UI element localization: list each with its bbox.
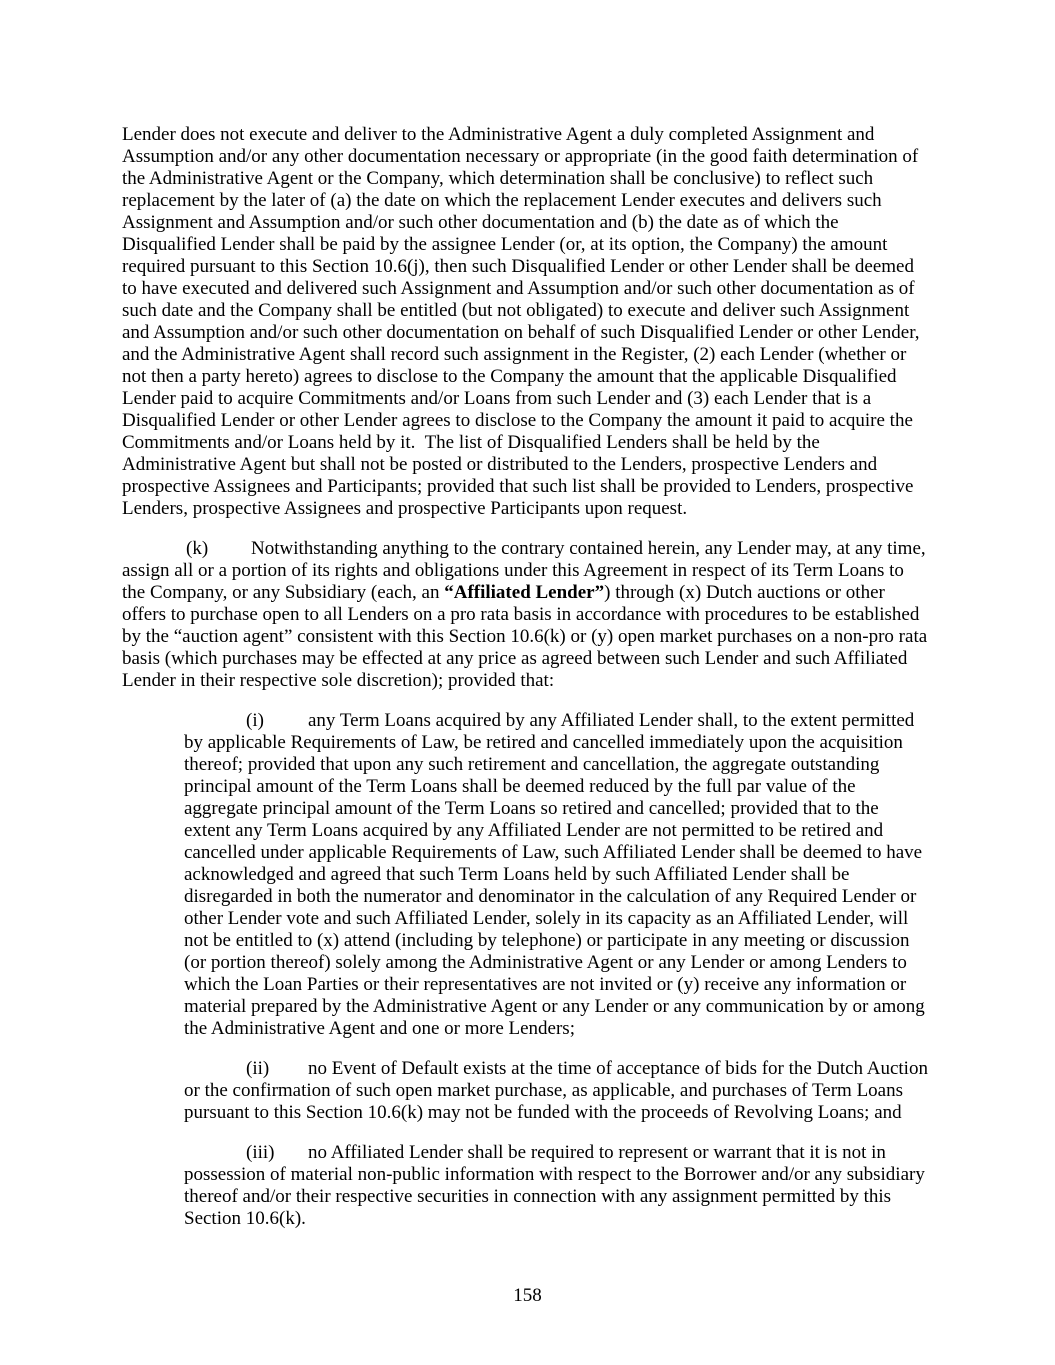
body-text: and the Administrative Agent shall record such assignment in the Register, (2) each Lender (whether or bbox=[122, 344, 907, 365]
body-text: Disqualified Lender or other Lender agrees to disclose to the Company the amount it paid to acquire the bbox=[122, 410, 913, 431]
first-line-indent bbox=[122, 553, 186, 554]
body-text: replacement by the later of (a) the date on which the replacement Lender executes and delivers such bbox=[122, 190, 882, 211]
list-marker: (ii) bbox=[246, 1058, 270, 1079]
body-text: the Administrative Agent or the Company, which determination shall be conclusive) to reflect such bbox=[122, 168, 874, 189]
body-text: the Company, or any Subsidiary (each, an bbox=[122, 582, 445, 603]
body-text: any Term Loans acquired by any Affiliated Lender shall, to the extent permitted bbox=[308, 710, 915, 731]
text-line bbox=[122, 498, 934, 520]
text-line bbox=[122, 410, 934, 432]
text-line bbox=[122, 626, 934, 648]
body-text: pursuant to this Section 10.6(k) may not be funded with the proceeds of Revolving Loans; and bbox=[184, 1102, 902, 1123]
list-marker: (i) bbox=[246, 710, 264, 731]
paragraph-i bbox=[184, 710, 934, 1040]
text-line bbox=[184, 908, 934, 930]
bold-text: “Affiliated Lender” bbox=[444, 582, 605, 603]
first-line-indent bbox=[184, 725, 246, 726]
text-line bbox=[122, 670, 934, 692]
text-line bbox=[184, 864, 934, 886]
body-text: Lender in their respective sole discretion); provided that: bbox=[122, 670, 555, 691]
body-text: ) through (x) Dutch auctions or other bbox=[604, 582, 885, 603]
text-line bbox=[122, 146, 934, 168]
body-text: assign all or a portion of its rights and obligations under this Agreement in respect of its Term Loans to bbox=[122, 560, 904, 581]
text-line bbox=[184, 842, 934, 864]
text-line bbox=[184, 886, 934, 908]
body-text: to have executed and delivered such Assignment and Assumption and/or such other documentation as of bbox=[122, 278, 915, 299]
text-line bbox=[184, 1142, 934, 1164]
text-line bbox=[184, 1186, 934, 1208]
body-text: other Lender vote and such Affiliated Lender, solely in its capacity as an Affiliated Lender, will bbox=[184, 908, 909, 929]
text-line bbox=[122, 234, 934, 256]
body-text: disregarded in both the numerator and denominator in the calculation of any Required Lender or bbox=[184, 886, 917, 907]
body-text: Lender paid to acquire Commitments and/or Loans from such Lender and (3) each Lender that is a bbox=[122, 388, 872, 409]
text-line bbox=[122, 190, 934, 212]
text-line bbox=[122, 648, 934, 670]
text-line bbox=[184, 1018, 934, 1040]
page-number: 158 bbox=[513, 1285, 542, 1306]
text-line bbox=[122, 454, 934, 476]
body-text: possession of material non-public information with respect to the Borrower and/or any subsidiary bbox=[184, 1164, 925, 1185]
text-line bbox=[184, 1102, 934, 1124]
body-text: principal amount of the Term Loans shall be deemed reduced by the full par value of the bbox=[184, 776, 856, 797]
body-text: by the “auction agent” consistent with this Section 10.6(k) or (y) open market purchases on a non-pro rata bbox=[122, 626, 928, 647]
body-text: not then a party hereto) agrees to disclose to the Company the amount that the applicable Disqualified bbox=[122, 366, 897, 387]
body-text: required pursuant to this Section 10.6(j), then such Disqualified Lender or other Lender shall be deemed bbox=[122, 256, 914, 277]
body-text: extent any Term Loans acquired by any Affiliated Lender are not permitted to be retired and bbox=[184, 820, 884, 841]
text-line bbox=[122, 388, 934, 410]
paragraph-iii bbox=[184, 1142, 934, 1230]
text-line bbox=[122, 560, 934, 582]
body-text: acknowledged and agreed that such Term Loans held by such Affiliated Lender shall be bbox=[184, 864, 850, 885]
list-marker: (iii) bbox=[246, 1142, 275, 1163]
body-text: prospective Assignees and Participants; provided that such list shall be provided to Lenders, prospective bbox=[122, 476, 914, 497]
body-text: basis (which purchases may be effected at any price as agreed between such Lender and such Affiliated bbox=[122, 648, 908, 669]
text-line bbox=[184, 1164, 934, 1186]
body-text: aggregate principal amount of the Term Loans so retired and cancelled; provided that to the bbox=[184, 798, 879, 819]
text-line bbox=[122, 278, 934, 300]
body-text: Lender does not execute and deliver to the Administrative Agent a duly completed Assignment and bbox=[122, 124, 875, 145]
body-text: Disqualified Lender shall be paid by the assignee Lender (or, at its option, the Company) the amount bbox=[122, 234, 888, 255]
text-line bbox=[122, 476, 934, 498]
body-text: (or portion thereof) solely among the Administrative Agent or any Lender or among Lenders to bbox=[184, 952, 907, 973]
body-text: Assignment and Assumption and/or such other documentation and (b) the date as of which the bbox=[122, 212, 839, 233]
text-line bbox=[184, 732, 934, 754]
body-text: Commitments and/or Loans held by it. The list of Disqualified Lenders shall be held by the bbox=[122, 432, 820, 453]
text-line bbox=[122, 582, 934, 604]
document-body bbox=[122, 124, 934, 1230]
paragraph-k bbox=[122, 538, 934, 692]
text-line bbox=[184, 754, 934, 776]
text-line bbox=[184, 820, 934, 842]
text-line bbox=[122, 124, 934, 146]
body-text: the Administrative Agent and one or more Lenders; bbox=[184, 1018, 575, 1039]
text-line bbox=[122, 538, 934, 560]
text-line bbox=[184, 952, 934, 974]
text-line bbox=[184, 974, 934, 996]
body-text: material prepared by the Administrative Agent or any Lender or any communication by or among bbox=[184, 996, 925, 1017]
first-line-indent bbox=[184, 1157, 246, 1158]
body-text: thereof and/or their respective securities in connection with any assignment permitted by this bbox=[184, 1186, 892, 1207]
body-text: Assumption and/or any other documentation necessary or appropriate (in the good faith determination of bbox=[122, 146, 919, 167]
body-text: no Affiliated Lender shall be required to represent or warrant that it is not in bbox=[308, 1142, 886, 1163]
text-line bbox=[122, 604, 934, 626]
text-line bbox=[122, 322, 934, 344]
text-line bbox=[184, 996, 934, 1018]
body-text: offers to purchase open to all Lenders on a pro rata basis in accordance with procedures to be established bbox=[122, 604, 920, 625]
first-line-indent bbox=[184, 1073, 246, 1074]
text-line bbox=[122, 300, 934, 322]
body-text: such date and the Company shall be entitled (but not obligated) to execute and deliver such Assignment bbox=[122, 300, 910, 321]
body-text: or the confirmation of such open market purchase, as applicable, and purchases of Term Loans bbox=[184, 1080, 904, 1101]
body-text: Notwithstanding anything to the contrary contained herein, any Lender may, at any time, bbox=[251, 538, 926, 559]
body-text: no Event of Default exists at the time of acceptance of bids for the Dutch Auction bbox=[308, 1058, 928, 1079]
text-line bbox=[122, 432, 934, 454]
paragraph-continuation bbox=[122, 124, 934, 520]
text-line bbox=[184, 1058, 934, 1080]
body-text: Administrative Agent but shall not be posted or distributed to the Lenders, prospective Lenders and bbox=[122, 454, 878, 475]
text-line bbox=[184, 798, 934, 820]
body-text: and Assumption and/or such other documentation on behalf of such Disqualified Lender or other Lender, bbox=[122, 322, 920, 343]
text-line bbox=[184, 1080, 934, 1102]
text-line bbox=[122, 168, 934, 190]
text-line bbox=[184, 710, 934, 732]
body-text: cancelled under applicable Requirements of Law, such Affiliated Lender shall be deemed to have bbox=[184, 842, 923, 863]
body-text: not be entitled to (x) attend (including by telephone) or participate in any meeting or discussion bbox=[184, 930, 910, 951]
text-line bbox=[122, 366, 934, 388]
text-line bbox=[184, 930, 934, 952]
list-marker: (k) bbox=[186, 538, 209, 559]
text-line bbox=[184, 1208, 934, 1230]
text-line bbox=[122, 212, 934, 234]
body-text: thereof; provided that upon any such retirement and cancellation, the aggregate outstanding bbox=[184, 754, 880, 775]
body-text: which the Loan Parties or their representatives are not invited or (y) receive any information or bbox=[184, 974, 907, 995]
body-text: Section 10.6(k). bbox=[184, 1208, 306, 1229]
text-line bbox=[184, 776, 934, 798]
paragraph-ii bbox=[184, 1058, 934, 1124]
body-text: Lenders, prospective Assignees and prospective Participants upon request. bbox=[122, 498, 688, 519]
body-text: by applicable Requirements of Law, be retired and cancelled immediately upon the acquisition bbox=[184, 732, 903, 753]
text-line bbox=[122, 256, 934, 278]
text-line bbox=[122, 344, 934, 366]
